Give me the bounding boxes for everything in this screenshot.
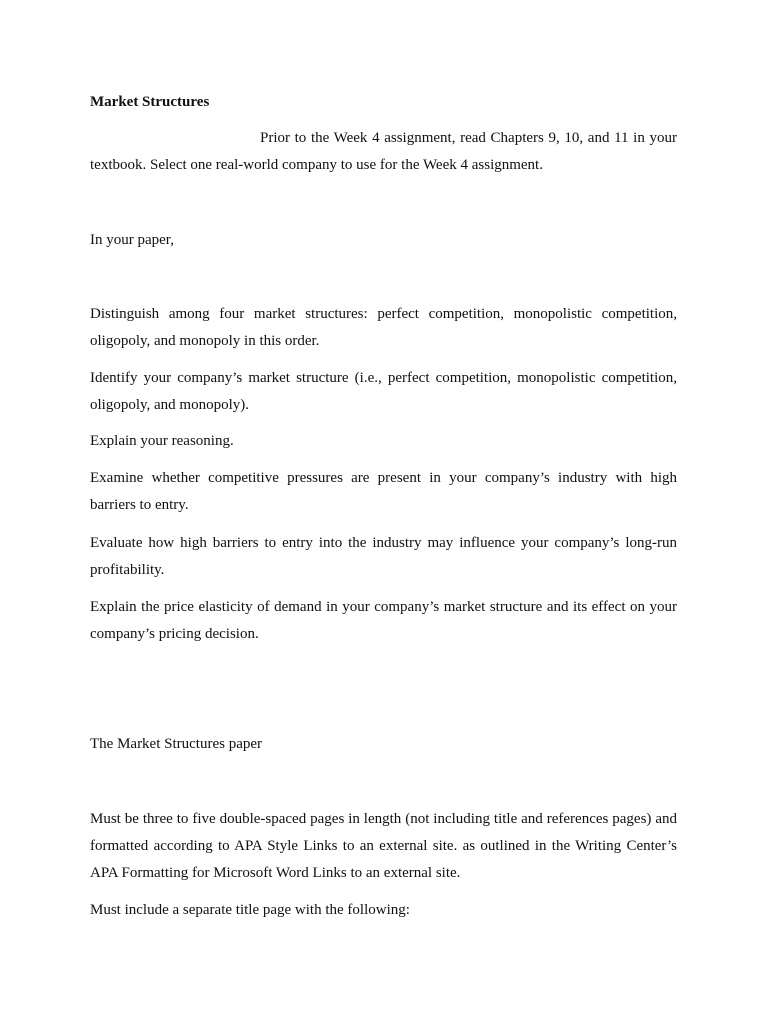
requirement-evaluate: Evaluate how high barriers to entry into the industry may influence your company’s long-run profitability. xyxy=(90,535,677,578)
requirement-price-elasticity: Explain the price elasticity of demand in your company’s market structure and its effect on your company’s pricing decision. xyxy=(90,599,677,642)
requirement-identify: Identify your company’s market structure (i.e., perfect competition, monopolistic competition, oligopoly, and monopoly). xyxy=(90,370,677,413)
paper-requirement-length-format: Must be three to five double-spaced pages in length (not including title and references pages) and formatted according to APA Style Links to an external site. as outlined in the Writing Center’s APA Formatting for Microsoft Word Links to an external site. xyxy=(90,811,677,881)
requirement-examine: Examine whether competitive pressures are present in your company’s industry with high barriers to entry. xyxy=(90,470,677,513)
in-your-paper-label: In your paper, xyxy=(90,232,174,248)
paper-requirement-title-page: Must include a separate title page with the following: xyxy=(90,902,410,918)
intro-paragraph: Prior to the Week 4 assignment, read Chapters 9, 10, and 11 in your textbook. Select one real-world company to use for the Week 4 assignment. xyxy=(90,130,677,173)
requirement-distinguish: Distinguish among four market structures: perfect competition, monopolistic competition, oligopoly, and monopoly in this order. xyxy=(90,306,677,349)
paper-heading: The Market Structures paper xyxy=(90,736,263,752)
requirement-explain-reasoning: Explain your reasoning. xyxy=(90,433,234,449)
document-title: Market Structures xyxy=(90,94,210,110)
